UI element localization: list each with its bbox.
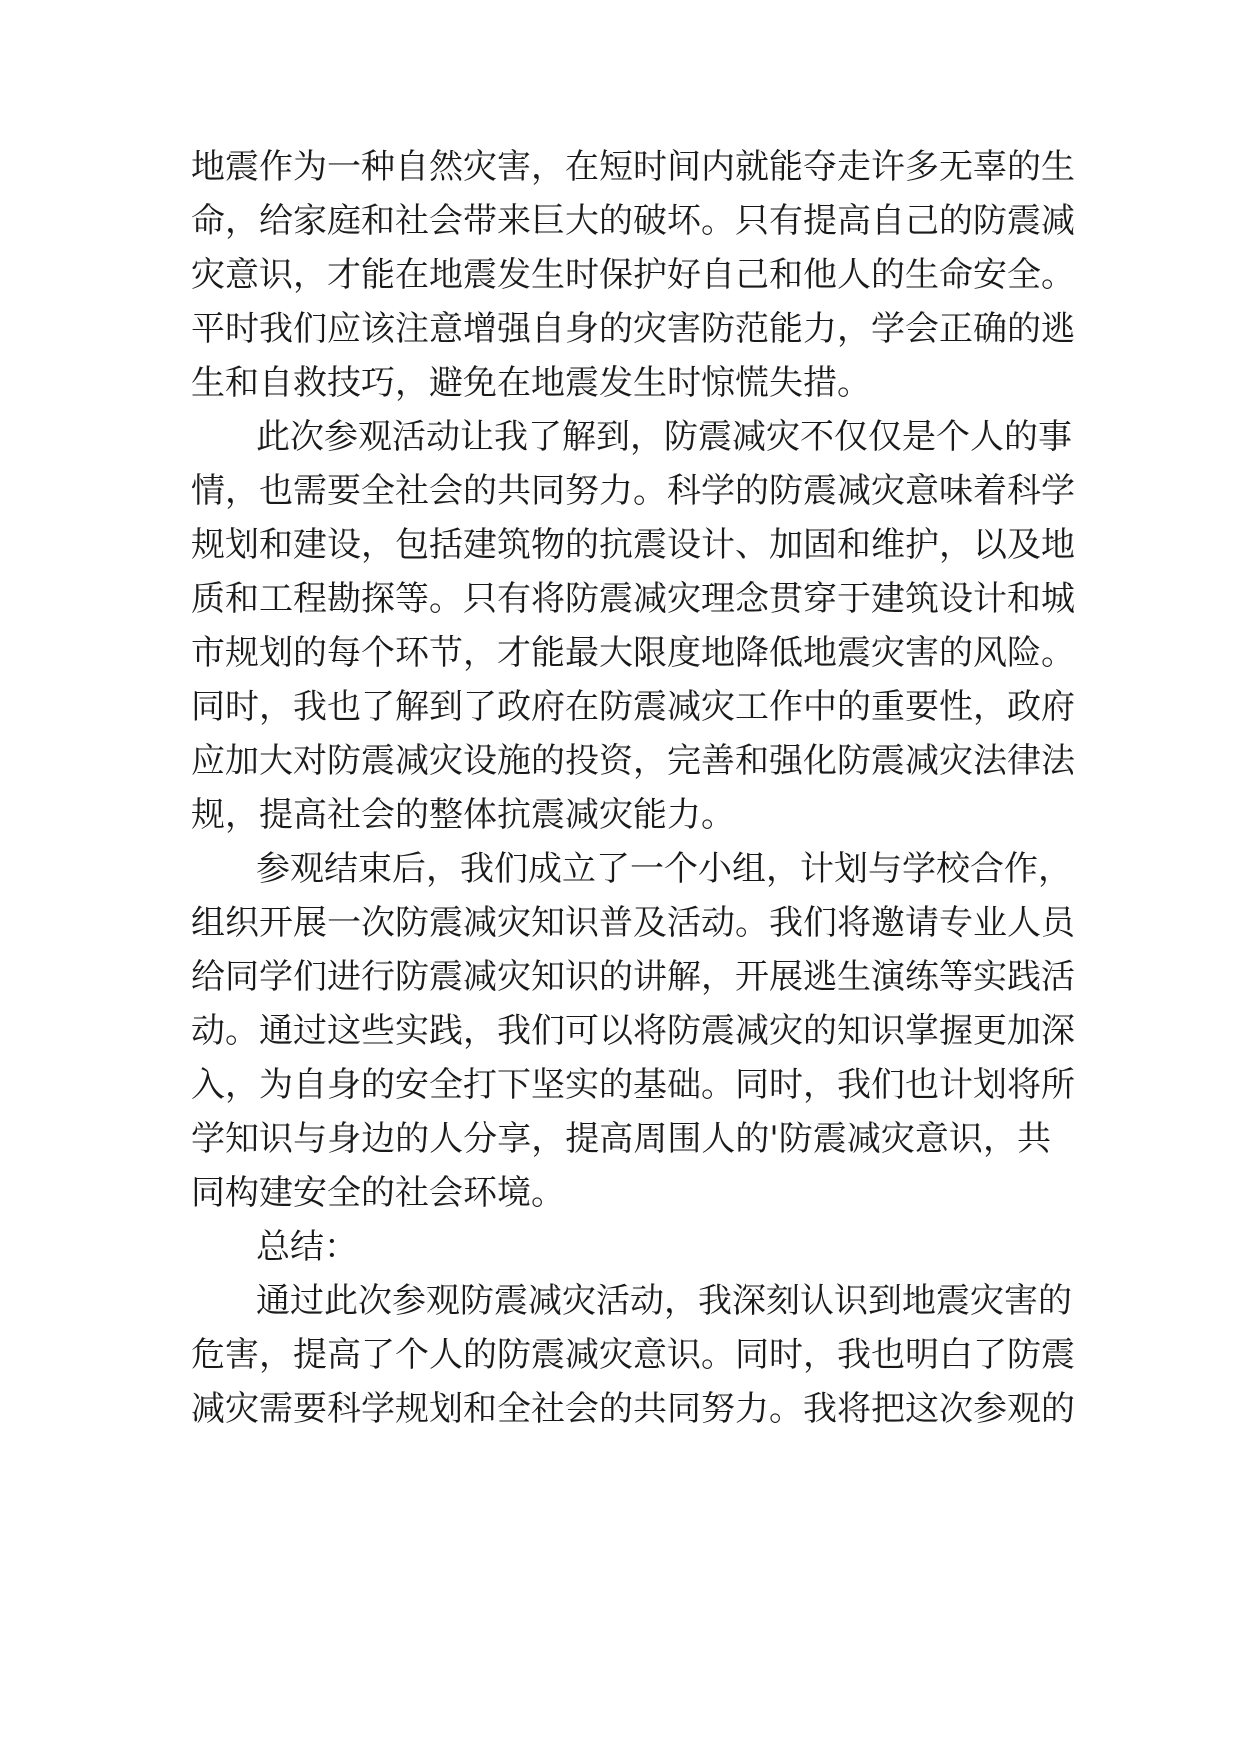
text-line: 情，也需要全社会的共同努力。科学的防震减灾意味着科学 (191, 471, 1075, 511)
summary-heading: 总结： (256, 1227, 358, 1267)
text-line: 同构建安全的社会环境。 (191, 1173, 565, 1213)
text-line: 危害，提高了个人的防震减灾意识。同时，我也明白了防震 (191, 1335, 1075, 1375)
text-line: 学知识与身边的人分享，提高周围人的'防震减灾意识，共 (191, 1119, 1051, 1159)
text-line: 市规划的每个环节，才能最大限度地降低地震灾害的风险。 (191, 633, 1075, 673)
text-line: 应加大对防震减灾设施的投资，完善和强化防震减灾法律法 (191, 741, 1075, 781)
text-line: 质和工程勘探等。只有将防震减灾理念贯穿于建筑设计和城 (191, 579, 1075, 619)
text-line: 命，给家庭和社会带来巨大的破坏。只有提高自己的防震减 (191, 201, 1075, 241)
text-line: 减灾需要科学规划和全社会的共同努力。我将把这次参观的 (191, 1389, 1075, 1429)
text-line: 生和自救技巧，避免在地震发生时惊慌失措。 (191, 363, 871, 403)
text-line: 平时我们应该注意增强自身的灾害防范能力，学会正确的逃 (191, 309, 1075, 349)
text-line: 灾意识，才能在地震发生时保护好自己和他人的生命安全。 (191, 255, 1075, 295)
text-line: 组织开展一次防震减灾知识普及活动。我们将邀请专业人员 (191, 903, 1075, 943)
text-line: 入，为自身的安全打下坚实的基础。同时，我们也计划将所 (191, 1065, 1075, 1105)
text-line: 给同学们进行防震减灾知识的讲解，开展逃生演练等实践活 (191, 957, 1075, 997)
paragraph-first-line: 通过此次参观防震减灾活动，我深刻认识到地震灾害的 (256, 1281, 1072, 1321)
text-line: 规，提高社会的整体抗震减灾能力。 (191, 795, 735, 835)
paragraph-first-line: 参观结束后，我们成立了一个小组，计划与学校合作， (256, 849, 1072, 889)
text-line: 地震作为一种自然灾害，在短时间内就能夺走许多无辜的生 (191, 147, 1075, 187)
text-line: 规划和建设，包括建筑物的抗震设计、加固和维护，以及地 (191, 525, 1075, 565)
text-line: 同时，我也了解到了政府在防震减灾工作中的重要性，政府 (191, 687, 1075, 727)
text-line: 动。通过这些实践，我们可以将防震减灾的知识掌握更加深 (191, 1011, 1075, 1051)
paragraph-first-line: 此次参观活动让我了解到，防震减灾不仅仅是个人的事 (256, 417, 1072, 457)
